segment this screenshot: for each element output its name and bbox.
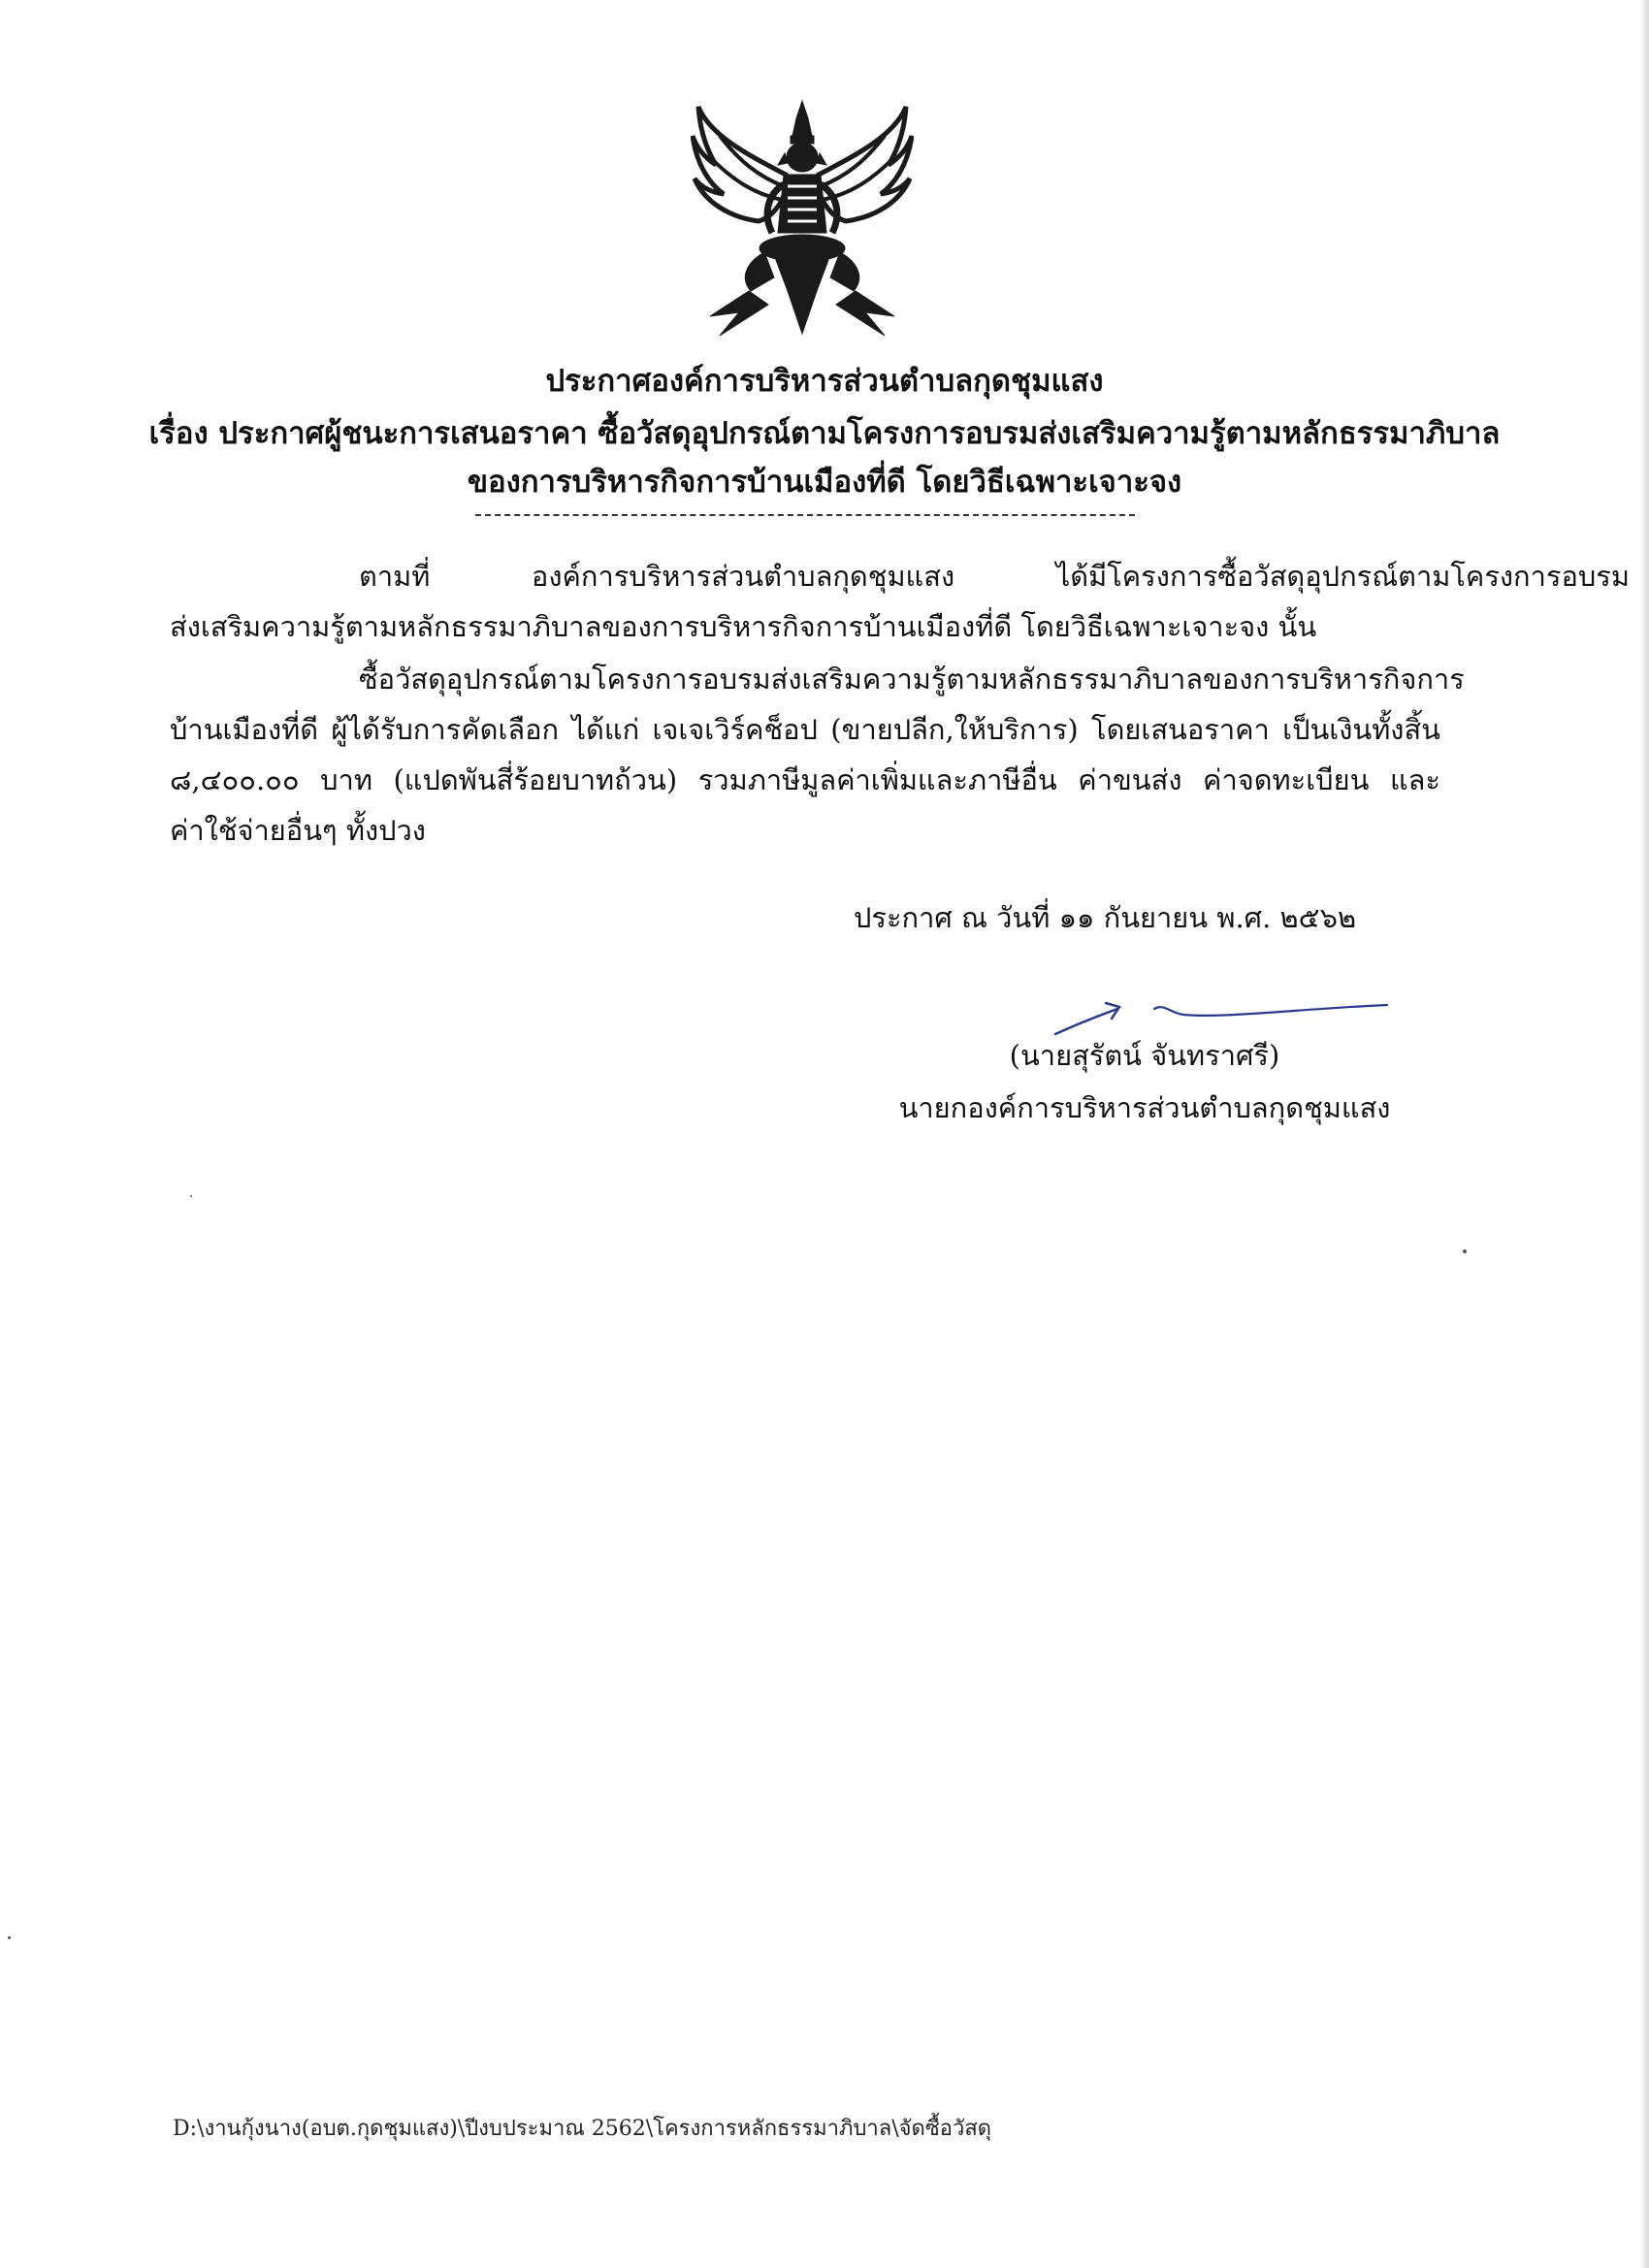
paragraph-2-line-1: ซื้อวัสดุอุปกรณ์ตามโครงการอบรมส่งเสริมความรู้ตามหลักธรรมาภิบาลของการบริหารกิจการ xyxy=(359,663,1465,696)
scan-speck xyxy=(8,1936,11,1939)
paragraph-2-line-2: บ้านเมืองที่ดี ผู้ได้รับการคัดเลือก ได้แก่ เจเจเวิร์คช็อป (ขายปลีก,ให้บริการ) โดยเสนอราคา เป็นเงินทั้งสิ้น xyxy=(170,713,1440,746)
garuda-emblem xyxy=(691,97,914,340)
signer-title: นายกองค์การบริหารส่วนตำบลกุดชุมแสง xyxy=(898,1091,1391,1124)
paragraph-2-line-3: ๘,๔๐๐.๐๐ บาท (แปดพันสี่ร้อยบาทถ้วน) รวมภาษีมูลค่าเพิ่มและภาษีอื่น ค่าขนส่ง ค่าจดทะเบียน และ xyxy=(170,763,1440,796)
file-path-footer: D:\งานกุ้งนาง(อบต.กุดชุมแสง)\ปีงบประมาณ 2562\โครงการหลักธรรมาภิบาล\จัดซื้อวัสดุ xyxy=(173,2117,992,2141)
paragraph-1-line-1: ตามที่ องค์การบริหารส่วนตำบลกุดชุมแสง ได้มีโครงการซื้อวัสดุอุปกรณ์ตามโครงการอบรม xyxy=(359,560,1630,593)
paragraph-2-line-4: ค่าใช้จ่ายอื่นๆ ทั้งปวง xyxy=(170,814,426,847)
scan-edge-shadow xyxy=(1639,0,1649,2268)
scan-speck xyxy=(190,1195,192,1197)
announcement-title: ประกาศองค์การบริหารส่วนตำบลกุดชุมแสง xyxy=(545,364,1104,399)
announcement-subject-continued: ของการบริหารกิจการบ้านเมืองที่ดี โดยวิธีเฉพาะเจาะจง xyxy=(467,465,1182,500)
announcement-subject: เรื่อง ประกาศผู้ชนะการเสนอราคา ซื้อวัสดุอุปกรณ์ตามโครงการอบรมส่งเสริมความรู้ตามหลักธรรมาภิบาล xyxy=(148,416,1501,451)
dashed-divider xyxy=(475,514,1135,516)
paragraph-1-line-2: ส่งเสริมความรู้ตามหลักธรรมาภิบาลของการบริหารกิจการบ้านเมืองที่ดี โดยวิธีเฉพาะเจาะจง นั้น xyxy=(170,610,1317,643)
scan-speck xyxy=(1463,1249,1467,1253)
signer-name: (นายสุรัตน์ จันทราศรี) xyxy=(1009,1039,1280,1072)
announcement-date: ประกาศ ณ วันที่ ๑๑ กันยายน พ.ศ. ๒๕๖๒ xyxy=(854,901,1357,934)
